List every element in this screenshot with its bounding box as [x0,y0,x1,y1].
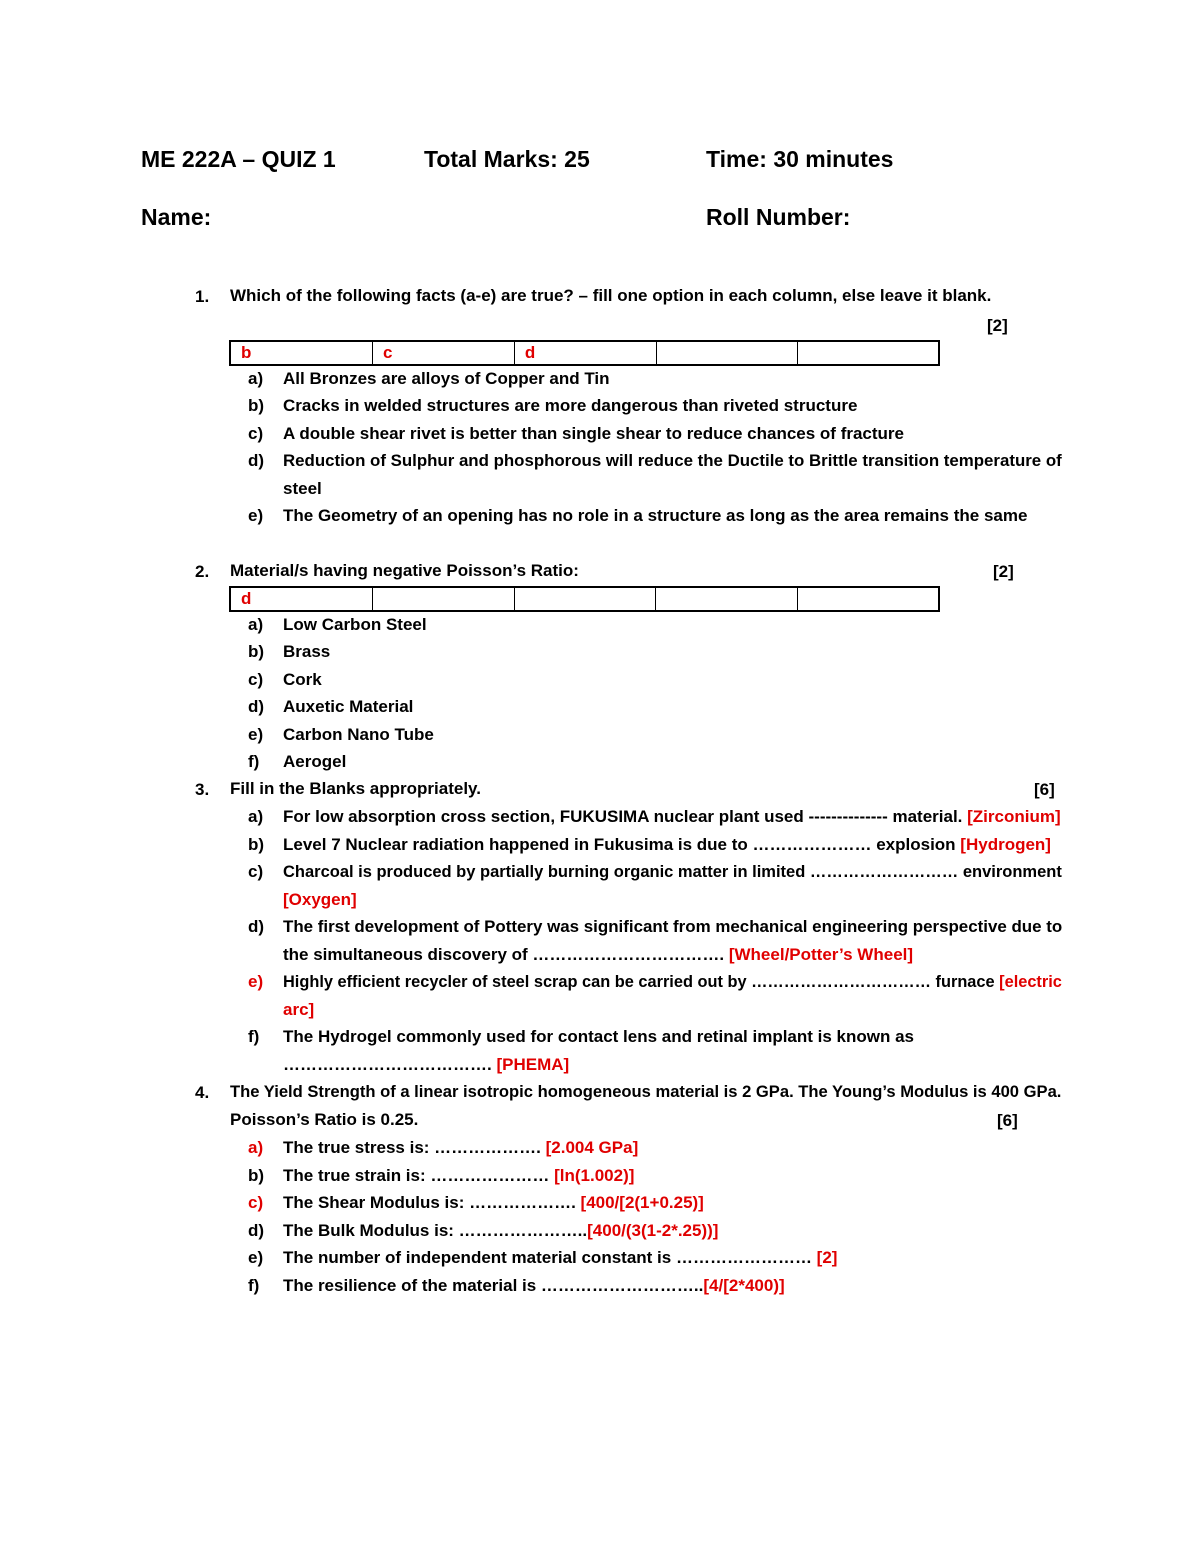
q1-option-text: All Bronzes are alloys of Copper and Tin [283,369,610,388]
q3-item-text: The first development of Pottery was significant from mechanical engineering perspective due to [283,917,1063,936]
q3-item-answer: [Zirconium] [967,807,1061,826]
total-marks: Total Marks: 25 [424,146,590,172]
q1-option-text: Reduction of Sulphur and phosphorous will reduce the Ductile to Brittle transition temperature of [283,451,1062,470]
name-label: Name: [141,204,212,230]
q3-item-answer: [Wheel/Potter’s Wheel] [728,945,914,964]
q2-option-text: Low Carbon Steel [283,615,427,634]
q2-option-label: c) [248,670,264,689]
q3-item-text: Charcoal is produced by partially burning organic matter in limited ……………………… environment [283,862,1062,881]
q3-item-label: f) [248,1027,260,1046]
q4-item-label: e) [248,1248,264,1267]
q2-text: Material/s having negative Poisson’s Ratio: [230,561,579,580]
q4-text-continued: Poisson’s Ratio is 0.25. [230,1110,419,1129]
q3-item-label: d) [248,917,265,936]
q2-option-label: f) [248,752,260,771]
q4-marks: [6] [997,1111,1018,1130]
q1-option-label: b) [248,396,265,415]
q2-option-label: a) [248,615,264,634]
q4-item [283,1275,785,1297]
q1-answer-cell[interactable]: c [372,341,514,365]
q1-marks: [2] [987,316,1008,335]
q3-item-text: Highly efficient recycler of steel scrap can be carried out by …………………………… furnace [283,972,1000,991]
course-title: ME 222A – QUIZ 1 [141,146,336,172]
q3-item-text: The Hydrogel commonly used for contact lens and retinal implant is known as [283,1027,915,1046]
q3-item-text: For low absorption cross section, FUKUSIMA nuclear plant used -------------- material. [283,807,968,826]
q4-item-text: The Bulk Modulus is: ………………….. [283,1221,588,1240]
q3-item-text-continued: the simultaneous discovery of ……………………………. [283,945,729,964]
q3-item-answer: [PHEMA] [496,1055,570,1074]
q1-option-text: The Geometry of an opening has no role in a structure as long as the area remains the same [283,506,1028,525]
q3-marks: [6] [1034,780,1055,799]
q3-item-continued [283,944,913,966]
q2-answer-cell[interactable] [514,587,655,611]
q4-item-text: The Shear Modulus is: ………………. [283,1193,581,1212]
q4-item-label: c) [248,1193,264,1212]
q4-item-text: The resilience of the material is ……………………….. [283,1276,704,1295]
q1-option-label: c) [248,424,264,443]
q2-answer-cell[interactable] [797,587,939,611]
q4-item [283,1247,837,1269]
q3-text: Fill in the Blanks appropriately. [230,779,481,798]
q1-answer-table [229,340,940,366]
q1-option-text-continued: steel [283,479,322,498]
q2-option-text: Brass [283,642,331,661]
q3-item-label: a) [248,807,264,826]
q3-number: 3. [195,780,210,799]
q3-item-continued [283,1054,569,1076]
q2-option-text: Aerogel [283,752,347,771]
q2-option-label: d) [248,697,265,716]
q3-item [283,971,1062,993]
q4-item [283,1165,634,1187]
q1-option-text: A double shear rivet is better than single shear to reduce chances of fracture [283,424,904,443]
q2-option-label: e) [248,725,264,744]
q1-answer-cell[interactable]: b [230,341,372,365]
q1-answer-cell[interactable] [797,341,939,365]
q2-option-text: Carbon Nano Tube [283,725,434,744]
roll-number-label: Roll Number: [706,204,851,230]
q2-option-label: b) [248,642,265,661]
q4-item-label: f) [248,1276,260,1295]
q4-item-text: The number of independent material constant is …………………… [283,1248,817,1267]
q3-item-answer: [electric [999,972,1062,991]
q4-item-answer: [400/(3(1-2*.25))] [587,1221,719,1240]
q2-answer-cell[interactable]: d [230,587,373,611]
q4-item-label: a) [248,1138,264,1157]
q3-item-answer: [Oxygen] [283,890,357,909]
q4-item-answer: [400/[2(1+0.25)] [580,1193,704,1212]
q1-answer-cell[interactable] [656,341,797,365]
q1-option-label: a) [248,369,264,388]
q4-item-answer: [4/[2*400)] [703,1276,785,1295]
q3-item-answer-continued: arc] [283,1000,315,1019]
q4-item [283,1137,638,1159]
q2-answer-cell[interactable] [373,587,514,611]
q3-item-answer: [Hydrogen] [960,835,1051,854]
q4-item-text: The true strain is: ………………… [283,1166,555,1185]
q3-item-label: b) [248,835,265,854]
q3-item-text: Level 7 Nuclear radiation happened in Fukusima is due to ………………… explosion [283,835,961,854]
q4-item-answer: [2] [816,1248,838,1267]
q3-item-label: c) [248,862,264,881]
q4-number: 4. [195,1083,210,1102]
q1-option-label: d) [248,451,265,470]
q3-item-text-continued: ………………………………. [283,1055,497,1074]
q4-item [283,1192,704,1214]
q4-item-label: d) [248,1221,265,1240]
time-limit: Time: 30 minutes [706,146,894,172]
q2-option-text: Auxetic Material [283,697,414,716]
q2-number: 2. [195,562,210,581]
q3-item-label: e) [248,972,264,991]
q2-answer-cell[interactable] [656,587,797,611]
q2-marks: [2] [993,562,1014,581]
q4-item-answer: [ln(1.002)] [554,1166,635,1185]
q2-answer-table [229,586,940,612]
q4-item-answer: [2.004 GPa] [545,1138,639,1157]
q1-option-label: e) [248,506,264,525]
q4-text: The Yield Strength of a linear isotropic homogeneous material is 2 GPa. The Young’s Modulus is 400 GPa. [230,1082,1062,1101]
q4-item-text: The true stress is: ………………. [283,1138,546,1157]
q4-item-label: b) [248,1166,265,1185]
q1-number: 1. [195,287,210,306]
q3-item [283,834,1051,856]
q4-item [283,1220,718,1242]
q1-option-text: Cracks in welded structures are more dangerous than riveted structure [283,396,858,415]
q1-answer-cell[interactable]: d [514,341,656,365]
q3-item [283,806,1061,828]
q1-text: Which of the following facts (a-e) are true? – fill one option in each column, else leave it blank. [230,286,992,305]
q2-option-text: Cork [283,670,322,689]
